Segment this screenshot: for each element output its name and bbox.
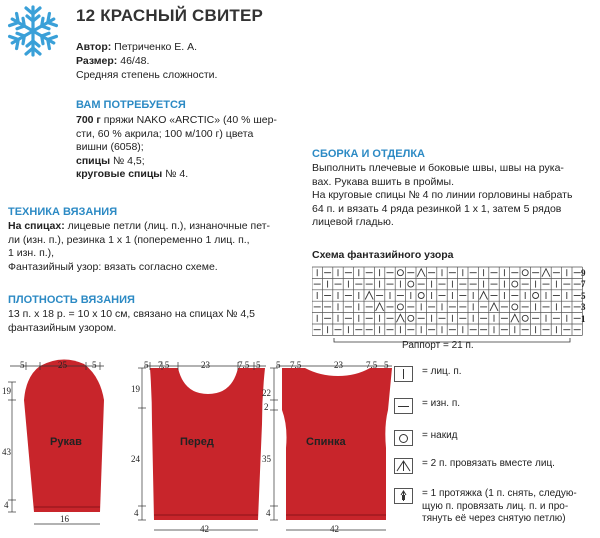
row-numbers: 9 7 5 3 1 (581, 268, 586, 324)
k2tog-stitch (542, 269, 550, 277)
dim: 19 (131, 384, 140, 394)
dim: 24 (131, 454, 140, 464)
snowflake-icon (6, 4, 60, 58)
k2tog-stitch (417, 269, 425, 277)
dim: 42 (330, 524, 339, 534)
knit-symbol-icon (394, 366, 413, 382)
dim: 7.5 (238, 360, 250, 370)
yarn-over-stitch (397, 270, 403, 276)
dim: 5 (144, 360, 149, 370)
k2tog-stitch (365, 292, 373, 300)
purl-symbol-icon (394, 398, 413, 414)
yarn-over-symbol-icon (394, 430, 413, 446)
k2tog-symbol-icon (394, 458, 413, 474)
front-label: Перед (180, 436, 214, 448)
materials-text: 700 г пряжи NAKO «ARCTIC» (40 % шер- сти, 60 % акрила; 100 м/100 г) цвета вишни (6058); спицы № 4,5; круговые спицы № 4. (76, 114, 277, 180)
k2tog-stitch (511, 314, 519, 322)
schema-title: Схема фантазийного узора (312, 249, 454, 261)
difficulty-line: Средняя степень сложности. (76, 69, 218, 81)
assembly-text: Выполнить плечевые и боковые швы, швы на рука- вах. Рукава вшить в проймы. На круговые спицы № 4 по линии горловины набрать 64 п. и вязать 4 ряда резинкой 1 х 1, затем 5 рядов лицевой гладью. (312, 162, 573, 228)
dim: 7.5 (366, 360, 378, 370)
materials-heading: ВАМ ПОТРЕБУЕТСЯ (76, 99, 186, 111)
assembly-heading: СБОРКА И ОТДЕЛКА (312, 148, 425, 160)
dim: 23 (334, 360, 343, 370)
dim: 2 (264, 402, 269, 412)
dim: 4 (134, 508, 139, 518)
gauge-heading: ПЛОТНОСТЬ ВЯЗАНИЯ (8, 294, 135, 306)
yarn-over-stitch (522, 315, 528, 321)
dim: 5 (20, 360, 25, 370)
yarn-over-stitch (533, 293, 539, 299)
dim: 7.5 (290, 360, 302, 370)
yarn-over-stitch (512, 281, 518, 287)
dim: 16 (60, 514, 69, 524)
dim: 35 (262, 454, 271, 464)
back-label: Спинка (306, 436, 346, 448)
dim: 7.5 (158, 360, 170, 370)
author-line: Автор: Петриченко Е. А. (76, 41, 198, 53)
dim: 4 (266, 508, 271, 518)
dim: 25 (58, 360, 67, 370)
technique-heading: ТЕХНИКА ВЯЗАНИЯ (8, 206, 118, 218)
sleeve-label: Рукав (50, 436, 82, 448)
k2tog-stitch (376, 303, 384, 311)
dim: 4 (4, 500, 9, 510)
dim: 5 (92, 360, 97, 370)
yarn-over-stitch (522, 270, 528, 276)
dim: 42 (200, 524, 209, 534)
skp-symbol-icon (394, 488, 413, 504)
yarn-over-stitch (512, 304, 518, 310)
yarn-over-stitch (408, 315, 414, 321)
gauge-text: 13 п. х 18 р. = 10 х 10 см, связано на спицах № 4,5 фантазийным узором. (8, 308, 256, 334)
pattern-chart (312, 266, 598, 338)
yarn-over-stitch (397, 304, 403, 310)
rapport-label: Раппорт = 21 п. (402, 340, 474, 351)
k2tog-stitch (396, 314, 404, 322)
dim: 5 (256, 360, 261, 370)
technique-text: На спицах: лицевые петли (лиц. п.), изнаночные пет- ли (изн. п.), резинка 1 х 1 (попеременно 1 лиц. п., 1 изн. п.), Фантазийный узор: вязать согласно схеме. (8, 220, 270, 273)
yarn-over-stitch (418, 293, 424, 299)
dim: 22 (262, 388, 271, 398)
k2tog-stitch (480, 292, 488, 300)
dim: 5 (276, 360, 281, 370)
size-line: Размер: 46/48. (76, 55, 150, 67)
yarn-over-stitch (408, 281, 414, 287)
k2tog-stitch (490, 303, 498, 311)
dim: 43 (2, 447, 11, 457)
dim: 23 (201, 360, 210, 370)
page-title: 12 КРАСНЫЙ СВИТЕР (76, 6, 264, 25)
dim: 5 (384, 360, 389, 370)
dim: 19 (2, 386, 11, 396)
